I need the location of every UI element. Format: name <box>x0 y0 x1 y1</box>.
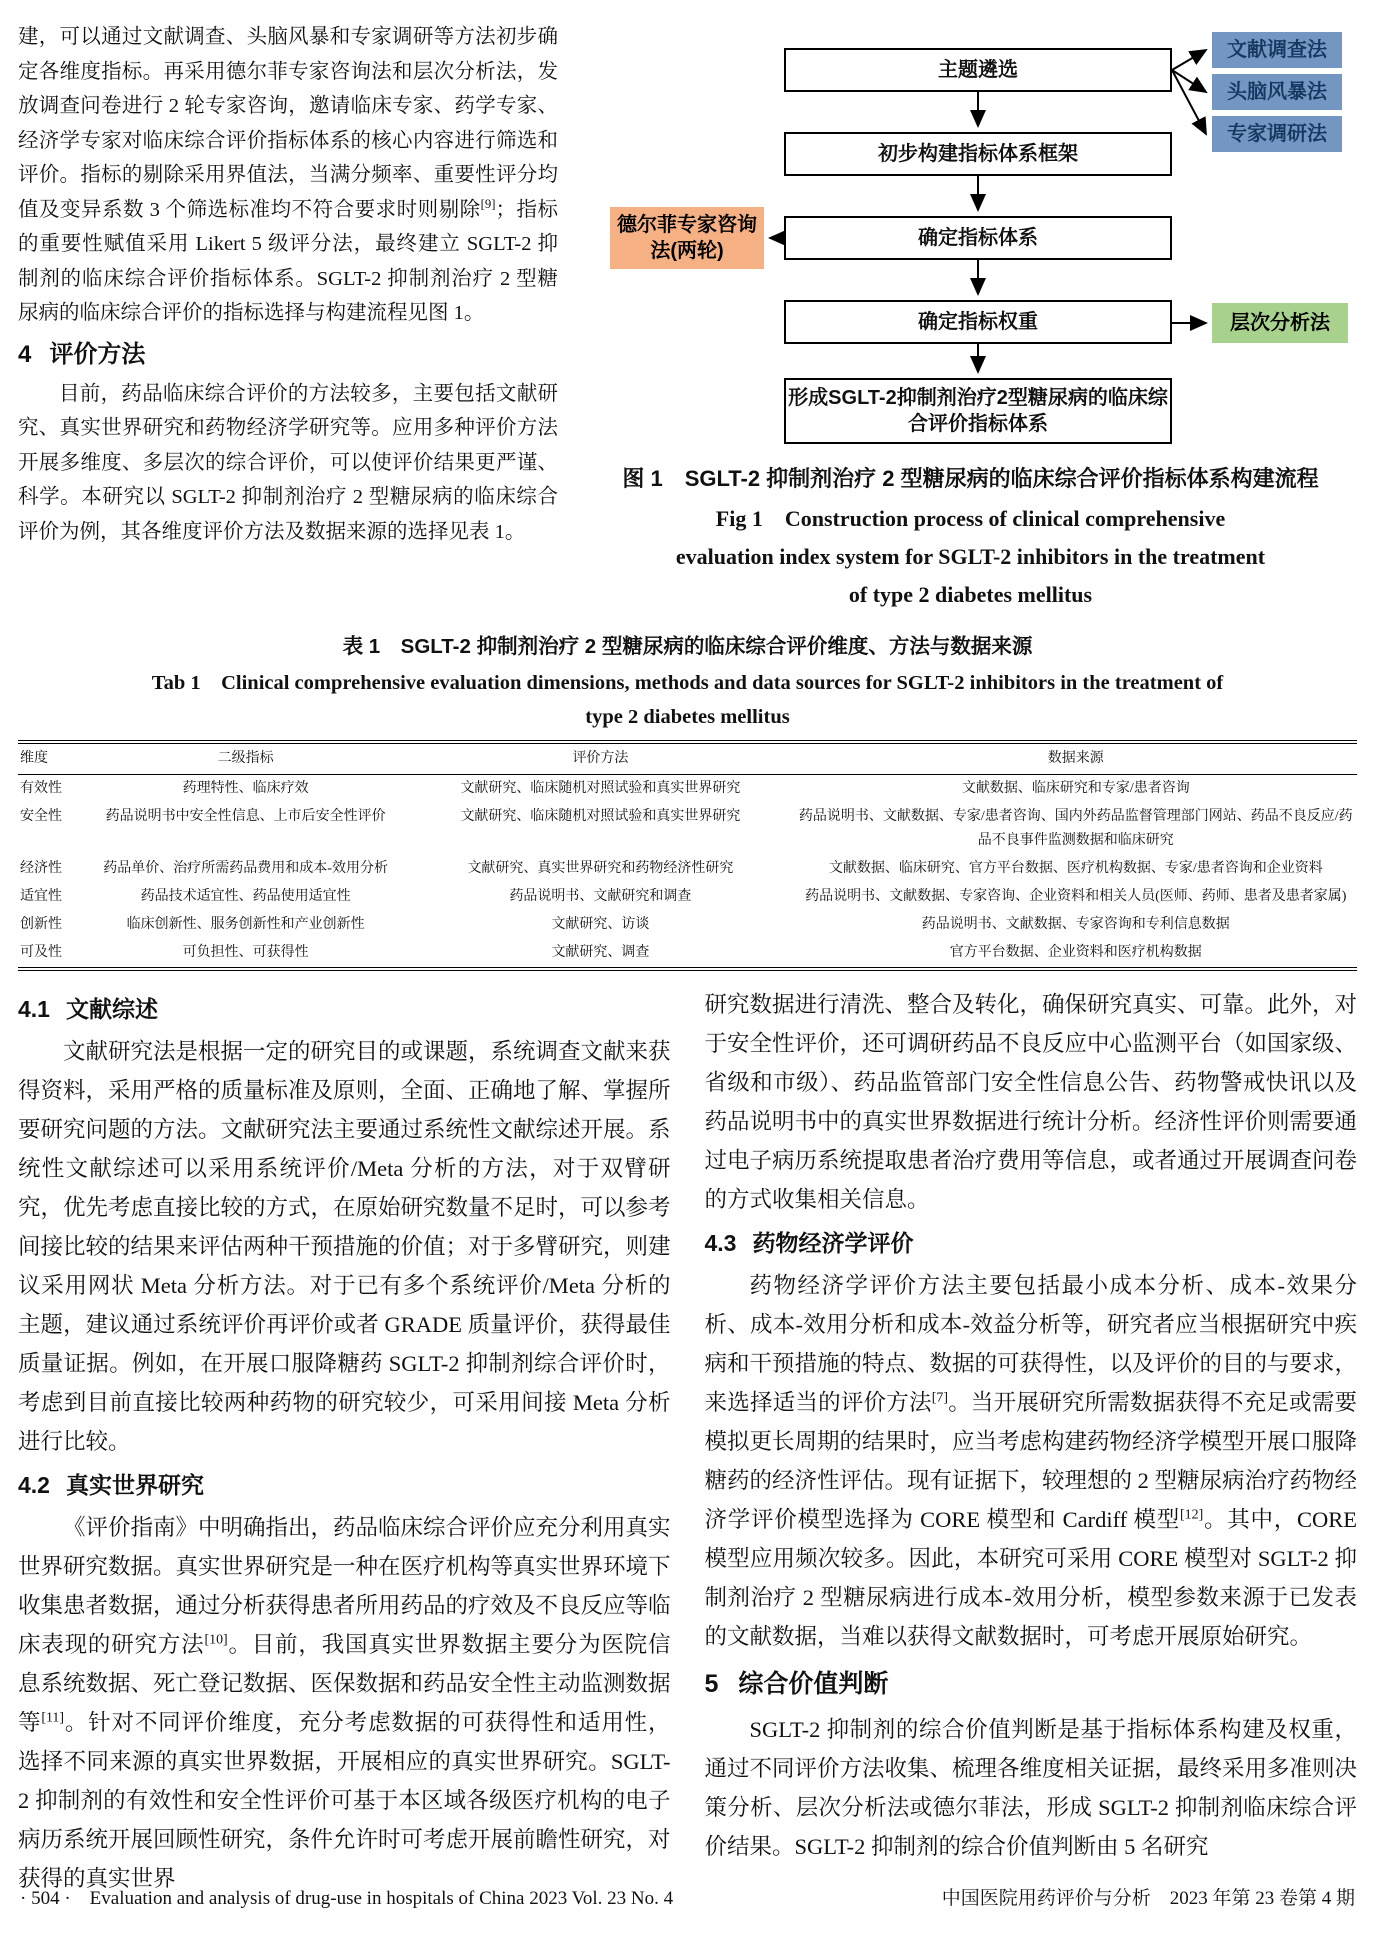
table-header-cell: 维度 <box>18 742 85 775</box>
section-number: 4.1 <box>18 996 50 1022</box>
figure-1-caption-zh: 图 1 SGLT-2 抑制剂治疗 2 型糖尿病的临床综合评价指标体系构建流程 <box>622 466 1319 491</box>
evaluation-table <box>18 740 1357 971</box>
section-number: 4 <box>18 340 32 368</box>
table-cell: 药品说明书、文献数据、专家/患者咨询、国内外药品监督管理部门网站、药品不良反应/药品不良事件监测数据和临床研究 <box>798 809 1353 848</box>
flow-step-index-weight: 确定指标权重 <box>784 300 1172 344</box>
section-heading-5 <box>705 1664 1358 1704</box>
table-header-row <box>18 742 1357 775</box>
table-cell: 文献数据、临床研究、官方平台数据、医疗机构数据、专家/患者咨询和企业资料 <box>828 861 1323 876</box>
table-cell: 药品说明书、文献数据、专家咨询和专利信息数据 <box>921 917 1230 932</box>
table-1-caption-en: Tab 1 Clinical comprehensive evaluation dimensions, methods and data sources for SGLT-2 inhibitors in the treatment of type 2 diabetes mellitus <box>151 672 1224 728</box>
table-cell: 文献研究、临床随机对照试验和真实世界研究 <box>460 809 741 824</box>
section-title: 评价方法 <box>49 340 146 368</box>
footer-journal-en: · 504 · Evaluation and analysis of drug-use in hospitals of China 2023 Vol. 23 No. 4 <box>20 1888 674 1909</box>
table-row <box>18 883 1357 911</box>
table-row <box>18 803 1357 855</box>
flow-step-index-system: 确定指标体系 <box>784 216 1172 260</box>
intro-paragraph-2: 目前，药品临床综合评价的方法较多，主要包括文献研究、真实世界研究和药物经济学研究等。应用多种评价方法开展多维度、多层次的综合评价，可以使评价结果更严谨、科学。本研究以 SGLT-2 抑制剂治疗 2 型糖尿病的临床综合评价为例，其各维度评价方法及数据来源的选择见表 1。 <box>18 382 558 543</box>
table-cell: 创新性 <box>20 917 62 932</box>
table-header-cell: 二级指标 <box>85 742 406 775</box>
table-header-cell: 评价方法 <box>406 742 794 775</box>
section-4-3-paragraph: 药物经济学评价方法主要包括最小成本分析、成本-效果分析、成本-效用分析和成本-效益分析等，研究者应当根据研究中疾病和干预措施的特点、数据的可获得性，以及评价的目的与要求，来选择适当的评价方法[7]。当开展研究所需数据获得不充足或需要模拟更长周期的结果时，应当考虑构建药物经济学模型开展口服降糖药的经济性评估。现有证据下，较理想的 2 型糖尿病治疗药物经济学评价模型选择为 CORE 模型和 Cardiff 模型[12]。其中，CORE 模型应用频次较多。因此，本研究可采用 CORE 模型对 SGLT-2 抑制剂治疗 2 型糖尿病进行成本-效用分析，模型参数来源于已发表的文献数据，当难以获得文献数据时，可考虑开展原始研究。 <box>704 1273 1358 1649</box>
section-heading-4 <box>18 338 558 372</box>
figure-1-caption-en: Fig 1 Construction process of clinical comprehensive evaluation index system for SGLT-2 inhibitors in the treatment of type 2 diabetes mellitus <box>675 506 1266 607</box>
flow-step-topic-selection: 主题遴选 <box>784 48 1172 92</box>
table-1-block <box>18 630 1357 971</box>
flow-step-final-system: 形成SGLT-2抑制剂治疗2型糖尿病的临床综合评价指标体系 <box>784 378 1172 444</box>
table-cell: 药品说明书、文献数据、专家咨询、企业资料和相关人员(医师、药师、患者及患者家属) <box>805 889 1347 904</box>
table-cell: 适宜性 <box>20 889 62 904</box>
section-title: 文献综述 <box>65 996 158 1022</box>
section-heading-4-2 <box>18 1467 671 1503</box>
table-cell: 安全性 <box>20 809 62 824</box>
table-cell: 文献研究、临床随机对照试验和真实世界研究 <box>460 781 741 796</box>
table-row <box>18 775 1357 804</box>
table-cell: 文献研究、调查 <box>551 945 650 960</box>
section-number: 4.3 <box>704 1230 737 1256</box>
section-number: 5 <box>704 1670 719 1698</box>
table-cell: 临床创新性、服务创新性和产业创新性 <box>126 917 365 932</box>
section-4-1-paragraph: 文献研究法是根据一定的研究目的或课题，系统调查文献来获得资料，采用严格的质量标准及原则，全面、正确地了解、掌握所要研究问题的方法。文献研究法主要通过系统性文献综述开展。系统性文献综述可以采用系统评价/Meta 分析的方法，对于双臂研究，优先考虑直接比较的方式，在原始研究数量不足时，可以参考间接比较的结果来评估两种干预措施的价值；对于多臂研究，则建议采用网状 Meta 分析方法。对于已有多个系统评价/Meta 分析的主题，建议通过系统评价再评价或者 GRADE 质量评价，获得最佳质量证据。例如，在开展口服降糖药 SGLT-2 抑制剂综合评价时，考虑到目前直接比较两种药物的研究较少，可采用间接 Meta 分析进行比较。 <box>18 1039 671 1454</box>
figure-1-flowchart <box>584 20 1364 450</box>
flow-method-delphi: 德尔菲专家咨询法(两轮) <box>610 207 764 269</box>
table-cell: 经济性 <box>20 861 62 876</box>
table-cell: 文献数据、临床研究和专家/患者咨询 <box>961 781 1190 796</box>
section-5-paragraph: SGLT-2 抑制剂的综合价值判断是基于指标体系构建及权重，通过不同评价方法收集、梳理各维度相关证据，最终采用多准则决策分析、层次分析法或德尔菲法，形成 SGLT-2 抑制剂临床综合评价结果。SGLT-2 抑制剂的综合价值判断由 5 名研究 <box>704 1717 1358 1859</box>
top-section <box>18 20 1357 614</box>
table-row <box>18 939 1357 969</box>
table-cell: 官方平台数据、企业资料和医疗机构数据 <box>949 945 1202 960</box>
section-title: 真实世界研究 <box>65 1472 204 1498</box>
flow-method-ahp: 层次分析法 <box>1212 303 1348 343</box>
table-row <box>18 855 1357 883</box>
section-number: 4.2 <box>18 1472 50 1498</box>
flow-method-literature-survey: 文献调查法 <box>1212 32 1342 68</box>
table-header-cell: 数据来源 <box>795 742 1357 775</box>
table-cell: 文献研究、真实世界研究和药物经济性研究 <box>467 861 734 876</box>
table-cell: 文献研究、访谈 <box>551 917 650 932</box>
footer-journal-zh: 中国医院用药评价与分析 2023 年第 23 卷第 4 期 <box>941 1888 1355 1909</box>
section-heading-4-3 <box>705 1225 1358 1261</box>
table-1-caption-zh: 表 1 SGLT-2 抑制剂治疗 2 型糖尿病的临床综合评价维度、方法与数据来源 <box>342 635 1033 658</box>
section-heading-4-1 <box>18 991 671 1027</box>
table-cell: 有效性 <box>20 781 62 796</box>
flow-step-framework: 初步构建指标体系框架 <box>784 132 1172 176</box>
section-title: 药物经济学评价 <box>752 1230 914 1256</box>
section-4-2-continued-paragraph: 研究数据进行清洗、整合及转化，确保研究真实、可靠。此外，对于安全性评价，还可调研药品不良反应中心监测平台（如国家级、省级和市级）、药品监管部门安全性信息公告、药物警戒快讯以及药品说明书中的真实世界数据进行统计分析。经济性评价则需要通过电子病历系统提取患者治疗费用等信息，或者通过开展调查问卷的方式收集相关信息。 <box>704 992 1358 1212</box>
table-cell: 药品技术适宜性、药品使用适宜性 <box>140 889 351 904</box>
section-4-2-paragraph: 《评价指南》中明确指出，药品临床综合评价应充分利用真实世界研究数据。真实世界研究是一种在医疗机构等真实世界环境下收集患者数据，通过分析获得患者所用药品的疗效及不良反应等临床表现的研究方法[10]。目前，我国真实世界数据主要分为医院信息系统数据、死亡登记数据、医保数据和药品安全性主动监测数据等[11]。针对不同评价维度，充分考虑数据的可获得性和适用性，选择不同来源的真实世界数据，开展相应的真实世界研究。SGLT-2 抑制剂的有效性和安全性评价可基于本区域各级医疗机构的电子病历系统开展回顾性研究，条件允许时可考虑开展前瞻性研究，对获得的真实世界 <box>18 1515 671 1891</box>
table-cell: 药品说明书、文献研究和调查 <box>509 889 692 904</box>
flow-method-expert-research: 专家调研法 <box>1212 116 1342 152</box>
flow-method-brainstorming: 头脑风暴法 <box>1212 74 1342 110</box>
table-cell: 药理特性、临床疗效 <box>182 781 309 796</box>
intro-paragraph-1: 建，可以通过文献调查、头脑风暴和专家调研等方法初步确定各维度指标。再采用德尔菲专家咨询法和层次分析法，发放调查问卷进行 2 轮专家咨询，邀请临床专家、药学专家、经济学专家对临床综合评价指标体系的核心内容进行筛选和评价。指标的剔除采用界值法，当满分频率、重要性评分均值及变异系数 3 个筛选标准均不符合要求时则剔除[9]；指标的重要性赋值采用 Likert 5 级评分法，最终建立 SGLT-2 抑制剂的临床综合评价指标体系。SGLT-2 抑制剂治疗 2 型糖尿病的临床综合评价的指标选择与构建流程见图 1。 <box>18 26 558 324</box>
table-cell: 药品单价、治疗所需药品费用和成本-效用分析 <box>103 861 388 876</box>
table-cell: 药品说明书中安全性信息、上市后安全性评价 <box>105 809 386 824</box>
table-cell: 可负担性、可获得性 <box>182 945 309 960</box>
table-row <box>18 911 1357 939</box>
section-title: 综合价值判断 <box>738 1670 889 1698</box>
table-head <box>18 742 1357 775</box>
figure-column <box>584 20 1357 614</box>
bottom-left-column <box>18 985 671 1898</box>
bottom-section <box>18 985 1357 1898</box>
table-cell: 可及性 <box>20 945 62 960</box>
intro-column <box>18 20 558 549</box>
bottom-right-column <box>705 985 1358 1898</box>
table-body <box>18 775 1357 970</box>
page-footer <box>20 1886 1355 1912</box>
